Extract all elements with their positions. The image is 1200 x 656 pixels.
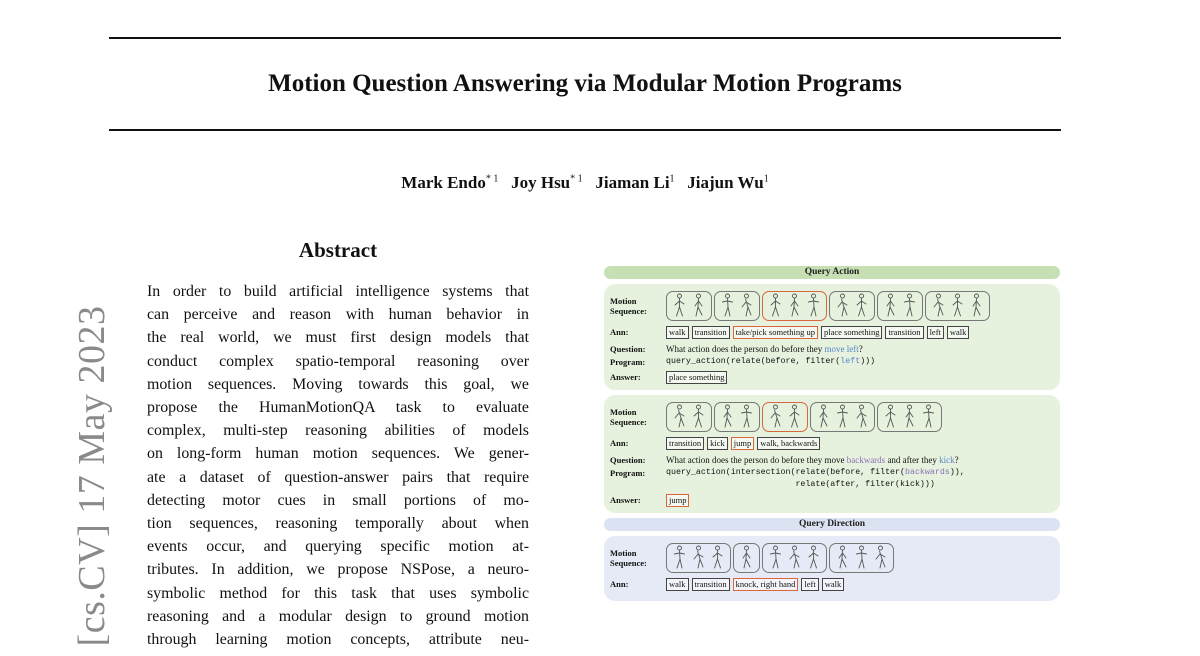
- motion-segment: [666, 291, 712, 321]
- program-fragment: backwards: [905, 468, 950, 477]
- author-name: Joy Hsu$^{* 1}$: [511, 173, 583, 192]
- abstract-line: through learning motion concepts, attribute neu-: [147, 631, 529, 649]
- annotation-row: [610, 437, 1050, 450]
- stick-figure-pose: [950, 293, 965, 319]
- program-fragment: left: [840, 357, 861, 366]
- program-fragment: query_action(relate(before, filter(: [666, 357, 841, 366]
- motion-frames: [666, 291, 992, 321]
- annotation-tag: transition: [666, 437, 704, 450]
- motion-segment: [666, 543, 731, 573]
- annotation-tag: jump: [731, 437, 754, 450]
- motion-segment: [666, 402, 712, 432]
- motion-segment: [877, 402, 942, 432]
- motion-sequence-label: [610, 296, 666, 316]
- motion-sequence-row: [610, 289, 1050, 323]
- question-fragment: What action does the person do before they: [666, 344, 825, 354]
- annotation-label: Ann:: [610, 579, 629, 589]
- program-fragment: )),: [949, 468, 965, 477]
- stick-figure-pose: [835, 404, 850, 430]
- stick-figure-pose: [787, 545, 802, 571]
- stick-figure-pose: [806, 545, 821, 571]
- motion-frames: [666, 402, 944, 432]
- annotation-tag: transition: [692, 578, 730, 591]
- motion-sequence-row: [610, 400, 1050, 434]
- program-fragment: relate(after, filter(kick))): [666, 480, 935, 489]
- abstract-line: symbolic method for this task that uses symbolic: [147, 584, 529, 602]
- author-name: Jiaman Li$^1$: [595, 173, 675, 192]
- question-label: Question:: [610, 344, 646, 354]
- stick-figure-pose: [854, 545, 869, 571]
- stick-figure-pose: [854, 404, 869, 430]
- top-rule: [109, 37, 1061, 39]
- author-affiliation-mark: * 1: [485, 173, 499, 185]
- annotation-tag: walk: [666, 326, 689, 339]
- abstract-line: detecting motor cues in small portions of mo-: [147, 491, 529, 509]
- annotation-tag: transition: [885, 326, 923, 339]
- motion-segment: [829, 543, 894, 573]
- stick-figure-pose: [691, 404, 706, 430]
- annotation-tag: left: [927, 326, 944, 339]
- program-code: [666, 356, 875, 368]
- abstract-line: ate a dataset of question-answer pairs that require: [147, 468, 529, 486]
- abstract-line: can perceive and reason with human behavior in: [147, 306, 529, 324]
- program-label: Program:: [610, 357, 646, 367]
- author-affiliation-mark: 1: [763, 173, 769, 185]
- question-label: Question:: [610, 455, 646, 465]
- stick-figure-pose: [739, 545, 754, 571]
- answer-row: [610, 371, 1050, 384]
- question-row: [610, 454, 1050, 466]
- motion-sequence-row: [610, 541, 1050, 575]
- stick-figure-pose: [854, 293, 869, 319]
- annotation-tag: kick: [707, 437, 728, 450]
- program-row: [610, 467, 1050, 491]
- motion-frames: [666, 543, 896, 573]
- stick-figure-pose: [835, 293, 850, 319]
- stick-figure-pose: [787, 404, 802, 430]
- stick-figure-pose: [672, 293, 687, 319]
- motion-label-line: Sequence:: [610, 306, 647, 316]
- answer-label: Answer:: [610, 495, 641, 505]
- stick-figure-pose: [691, 293, 706, 319]
- annotation-tag: left: [801, 578, 818, 591]
- question-text: [666, 454, 959, 466]
- stick-figure-pose: [720, 404, 735, 430]
- stick-figure-pose: [739, 404, 754, 430]
- annotation-tag: transition: [692, 326, 730, 339]
- motion-segment: [714, 291, 760, 321]
- motion-segment: [762, 402, 808, 432]
- section-header-query-action: Query Action: [604, 266, 1060, 279]
- annotation-tags: [666, 437, 820, 450]
- abstract-heading: Abstract: [298, 238, 378, 262]
- stick-figure-pose: [873, 545, 888, 571]
- program-fragment: ))): [860, 357, 876, 366]
- stick-figure-pose: [806, 293, 821, 319]
- figure-humanmotionqa-examples: [604, 266, 1060, 648]
- author-affiliation-mark: * 1: [570, 173, 583, 185]
- motion-label-line: Motion: [610, 296, 637, 306]
- annotation-tags: [666, 578, 844, 591]
- arxiv-stamp: [cs.CV] 17 May 2023: [71, 305, 113, 647]
- stick-figure-pose: [739, 293, 754, 319]
- stick-figure-pose: [768, 545, 783, 571]
- stick-figure-pose: [672, 404, 687, 430]
- motion-label-line: Motion: [610, 548, 637, 558]
- stick-figure-pose: [816, 404, 831, 430]
- motion-segment: [714, 402, 760, 432]
- annotation-tag: take/pick something up: [733, 326, 818, 339]
- abstract-line: motion sequences. Moving towards this goal, we: [147, 375, 529, 393]
- answer-tag: place something: [666, 371, 727, 384]
- annotation-tag: place something: [821, 326, 882, 339]
- author-affiliation-mark: 1: [669, 173, 675, 185]
- annotation-tag: walk: [822, 578, 845, 591]
- motion-segment: [877, 291, 923, 321]
- stick-figure-pose: [921, 404, 936, 430]
- question-fragment: and after they: [885, 455, 940, 465]
- abstract-line: propose the HumanMotionQA task to evaluate: [147, 399, 529, 417]
- motion-segment: [762, 291, 827, 321]
- stick-figure-pose: [902, 404, 917, 430]
- abstract-body: [147, 280, 529, 651]
- program-code: [666, 467, 965, 491]
- stick-figure-pose: [883, 293, 898, 319]
- motion-label-line: Sequence:: [610, 417, 647, 427]
- annotation-row: [610, 326, 1050, 339]
- question-fragment: ?: [858, 344, 863, 354]
- abstract-line: on long-form human motion sequences. We gener-: [147, 445, 529, 463]
- motion-sequence-label: [610, 407, 666, 427]
- author-name: Jiajun Wu$^1$: [687, 173, 769, 192]
- stick-figure-pose: [768, 404, 783, 430]
- abstract-line: In order to build artificial intelligence systems that: [147, 283, 529, 300]
- stick-figure-pose: [720, 293, 735, 319]
- question-fragment: What action does the person do before they move: [666, 455, 847, 465]
- stick-figure-pose: [902, 293, 917, 319]
- example-panel-1: [604, 284, 1060, 390]
- question-text: [666, 343, 863, 355]
- question-fragment: move left: [824, 344, 859, 354]
- program-row: [610, 356, 1050, 368]
- answer-label: Answer:: [610, 372, 641, 382]
- motion-sequence-label: [610, 548, 666, 568]
- abstract-line: complex, multi-step reasoning abilities of models: [147, 422, 529, 440]
- annotation-tag: walk: [666, 578, 689, 591]
- annotation-tag: knock, right hand: [733, 578, 799, 591]
- motion-segment: [810, 402, 875, 432]
- example-panel-2: [604, 395, 1060, 513]
- author-name: Mark Endo$^{* 1}$: [401, 173, 499, 192]
- motion-label-line: Motion: [610, 407, 637, 417]
- stick-figure-pose: [969, 293, 984, 319]
- question-fragment: kick: [939, 455, 955, 465]
- abstract-line: the real world, we must first design models that: [147, 329, 529, 347]
- paper-title: Motion Question Answering via Modular Motion Programs: [268, 70, 902, 97]
- annotation-label: Ann:: [610, 327, 629, 337]
- stick-figure-pose: [672, 545, 687, 571]
- abstract-line: tion sequences, reasoning temporally about when: [147, 515, 529, 533]
- question-row: [610, 343, 1050, 355]
- stick-figure-pose: [710, 545, 725, 571]
- answer-tag: jump: [666, 494, 689, 507]
- title-bottom-rule: [109, 129, 1061, 131]
- stick-figure-pose: [787, 293, 802, 319]
- motion-segment: [733, 543, 760, 573]
- abstract-line: tributes. In addition, we propose NSPose, a neuro-: [147, 561, 529, 579]
- abstract-line: conduct complex spatio-temporal reasoning over: [147, 352, 529, 370]
- stick-figure-pose: [768, 293, 783, 319]
- question-fragment: backwards: [846, 455, 886, 465]
- abstract-line: events occur, and querying specific motion at-: [147, 538, 529, 556]
- program-fragment: query_action(intersection(relate(before, filter(: [666, 468, 905, 477]
- annotation-tag: walk: [947, 326, 970, 339]
- annotation-label: Ann:: [610, 438, 629, 448]
- answer-row: [610, 494, 1050, 507]
- annotation-row: [610, 578, 1050, 591]
- annotation-tags: [666, 326, 969, 339]
- author-list: [109, 173, 1061, 193]
- stick-figure-pose: [883, 404, 898, 430]
- motion-label-line: Sequence:: [610, 558, 647, 568]
- question-fragment: ?: [954, 455, 959, 465]
- motion-segment: [829, 291, 875, 321]
- stick-figure-pose: [835, 545, 850, 571]
- motion-segment: [762, 543, 827, 573]
- stick-figure-pose: [931, 293, 946, 319]
- motion-segment: [925, 291, 990, 321]
- abstract-line: reasoning and a modular design to ground motion: [147, 607, 529, 625]
- program-label: Program:: [610, 468, 646, 478]
- stick-figure-pose: [691, 545, 706, 571]
- example-panel-3: [604, 536, 1060, 601]
- section-header-query-direction: Query Direction: [604, 518, 1060, 531]
- annotation-tag: walk, backwards: [757, 437, 820, 450]
